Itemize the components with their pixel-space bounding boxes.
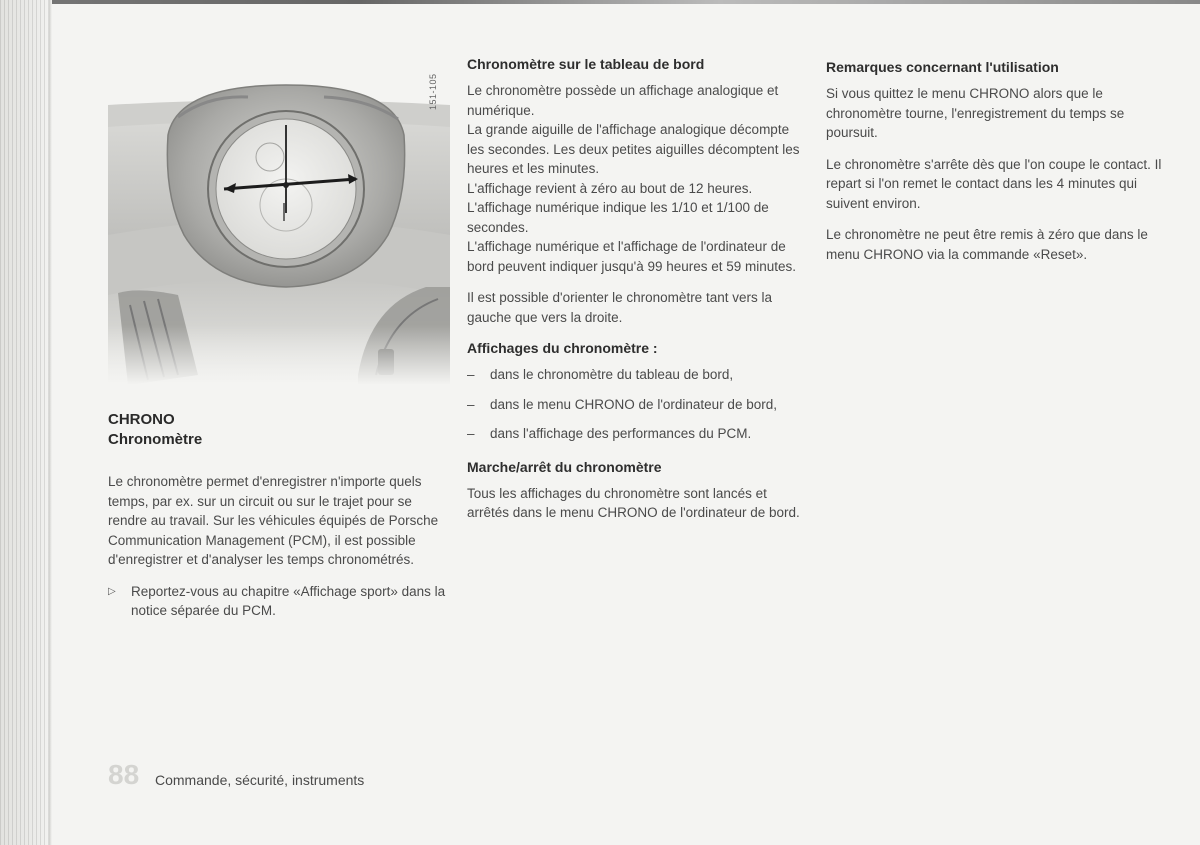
page-number: 88 (108, 759, 140, 790)
start-stop-paragraph: Tous les affichages du chronomètre sont lancés et arrêtés dans le menu CHRONO de l'ordinateur de bord. (467, 485, 800, 520)
right-column (826, 58, 1166, 276)
para-line: L'affichage numérique indique les 1/10 et 1/100 de secondes. (467, 200, 769, 235)
heading-start-stop: Marche/arrêt du chronomètre (467, 458, 662, 475)
para-line: La grande aiguille de l'affichage analogique décompte les secondes. Les deux petites aiguilles décomptent les heures et les minutes. (467, 122, 800, 176)
footer-section-title: Commande, sécurité, instruments (155, 772, 365, 788)
list-item (467, 424, 807, 444)
list-item-text: dans l'affichage des performances du PCM. (490, 426, 752, 441)
dash-marker: – (467, 396, 475, 412)
list-item (467, 395, 807, 415)
dash-marker: – (467, 367, 475, 382)
section-title: CHRONO (108, 411, 175, 428)
book-spine (0, 0, 52, 845)
section-subtitle: Chronomètre (108, 431, 203, 448)
list-item-text: dans le menu CHRONO de l'ordinateur de bord, (490, 396, 777, 412)
hint-note (108, 582, 448, 621)
displays-list (467, 365, 807, 444)
para-line: L'affichage numérique et l'affichage de l'ordinateur de bord peuvent indiquer jusqu'à 99 heures et 59 minutes. (467, 239, 797, 274)
intro-paragraph: Le chronomètre permet d'enregistrer n'importe quels temps, par ex. sur un circuit ou sur le trajet pour se rendre au travail. Sur les véhicules équipés de Porsche Communication Management (PCM), il est possible d'enregistrer et d'analyser les temps chronométrés. (108, 474, 439, 567)
middle-column (467, 55, 807, 535)
usage-paragraph: Le chronomètre s'arrête dès que l'on coupe le contact. Il repart si l'on remet le contact dans les 4 minutes qui suivent environ. (826, 156, 1162, 211)
usage-paragraph: Le chronomètre ne peut être remis à zéro que dans le menu CHRONO via la commande «Reset». (826, 227, 1148, 262)
para-line: L'affichage revient à zéro au bout de 12 heures. (467, 180, 753, 196)
left-column (108, 410, 448, 621)
triangle-icon: ▷ (108, 585, 116, 597)
orientation-paragraph: Il est possible d'orienter le chronomètre tant vers la gauche que vers la droite. (467, 290, 772, 325)
dash-marker: – (467, 426, 475, 441)
dashboard-chrono-paragraph (467, 81, 807, 276)
heading-displays: Affichages du chronomètre : (467, 340, 658, 356)
list-item-text: dans le chronomètre du tableau de bord, (490, 367, 734, 382)
usage-paragraph: Si vous quittez le menu CHRONO alors que le chronomètre tourne, l'enregistrement du temps se poursuit. (826, 86, 1125, 140)
para-line: Le chronomètre possède un affichage analogique et numérique. (467, 83, 779, 118)
heading-dashboard-chrono: Chronomètre sur le tableau de bord (467, 56, 705, 72)
heading-usage-notes: Remarques concernant l'utilisation (826, 59, 1059, 75)
figure-reference: 151-105 (428, 73, 438, 110)
chrono-dashboard-illustration (108, 55, 450, 385)
top-edge (0, 0, 1200, 4)
list-item (467, 365, 807, 385)
hint-text: Reportez-vous au chapitre «Affichage sport» dans la notice séparée du PCM. (131, 583, 446, 618)
